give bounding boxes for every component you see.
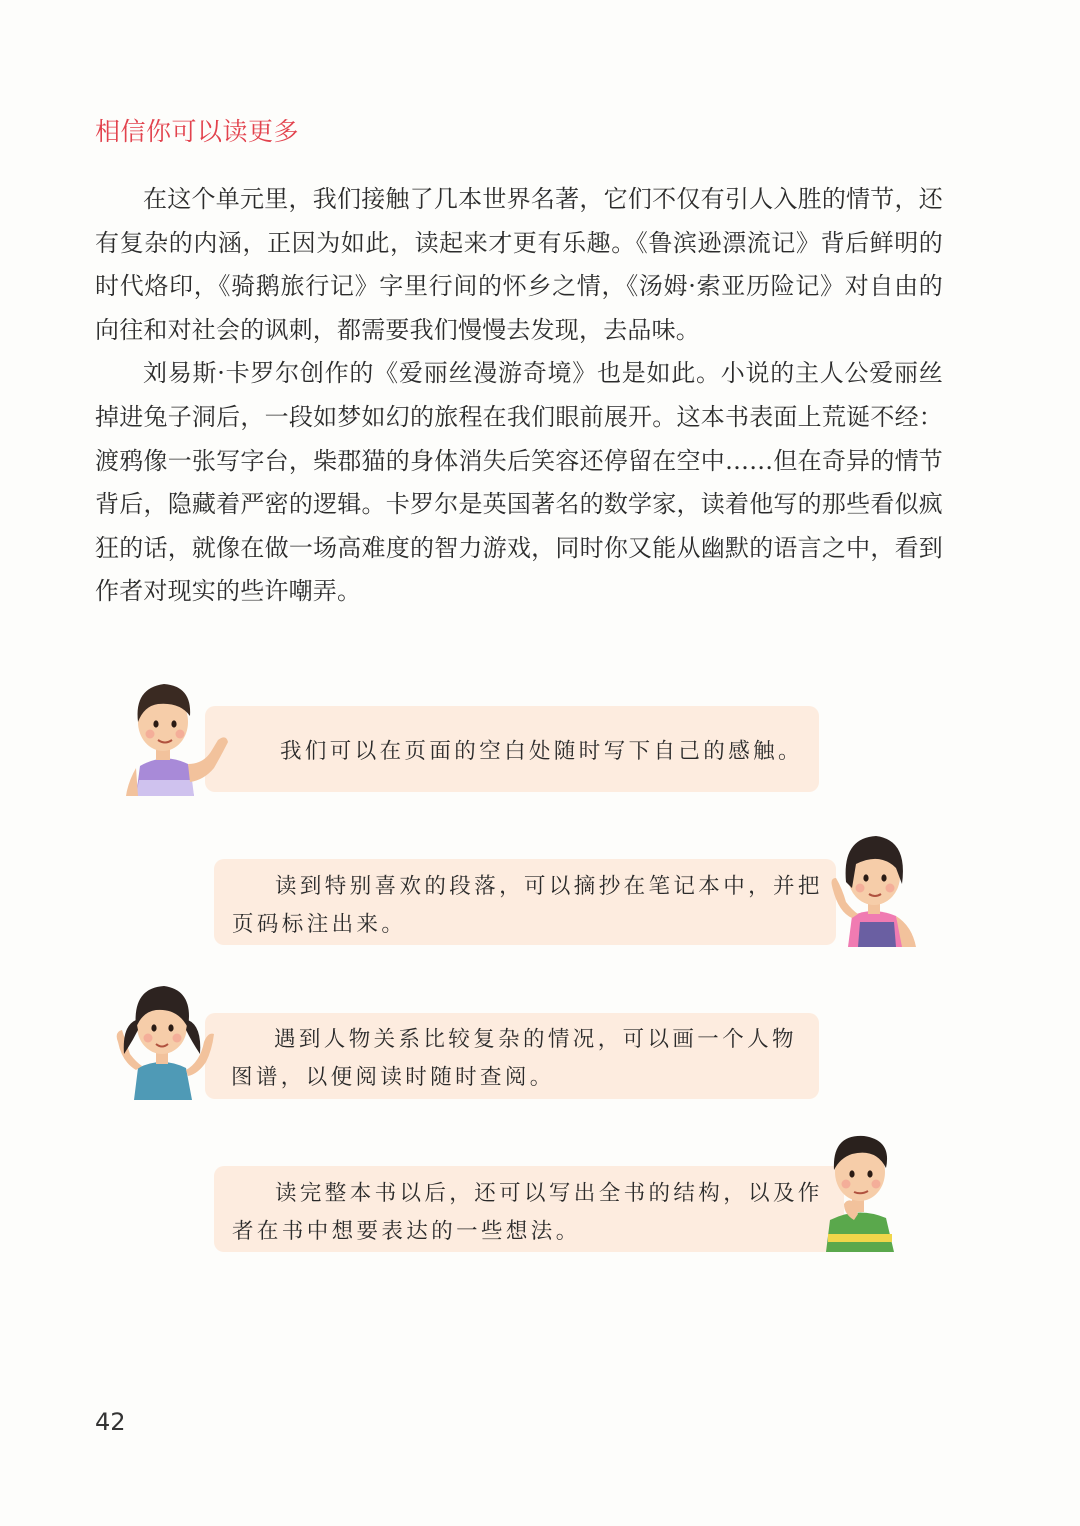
body-text: [95, 178, 943, 614]
tip-bubble-2: 读到特别喜欢的段落，可以摘抄在笔记本中，并把页码标注出来。: [214, 859, 836, 945]
boy-purple-shirt-illustration: [118, 664, 248, 796]
page-number: 42: [95, 1408, 126, 1436]
girl-pink-overalls-illustration: [812, 822, 932, 947]
tip-bubble-1: 我们可以在页面的空白处随时写下自己的感触。: [205, 706, 819, 792]
paragraph-1: 在这个单元里，我们接触了几本世界名著，它们不仅有引人入胜的情节，还有复杂的内涵，正因为如此，读起来才更有乐趣。《鲁滨逊漂流记》背后鲜明的时代烙印，《骑鹅旅行记》字里行间的怀乡之情，《汤姆·索亚历险记》对自由的向往和对社会的讽刺，都需要我们慢慢去发现，去品味。: [95, 185, 943, 344]
paragraph-2: 刘易斯·卡罗尔创作的《爱丽丝漫游奇境》也是如此。小说的主人公爱丽丝掉进兔子洞后，一段如梦如幻的旅程在我们眼前展开。这本书表面上荒诞不经：渡鸦像一张写字台，柴郡猫的身体消失后笑容还停留在空中……但在奇异的情节背后，隐藏着严密的逻辑。卡罗尔是英国著名的数学家，读着他写的那些看似疯狂的话，就像在做一场高难度的智力游戏，同时你又能从幽默的语言之中，看到作者对现实的些许嘲弄。: [95, 359, 943, 606]
boy-green-shirt-illustration: [814, 1118, 914, 1252]
tip-bubble-3: 遇到人物关系比较复杂的情况，可以画一个人物图谱，以便阅读时随时查阅。: [205, 1013, 819, 1099]
section-heading: 相信你可以读更多: [95, 117, 300, 146]
girl-teal-shirt-illustration: [100, 970, 230, 1100]
tip-bubble-4: 读完整本书以后，还可以写出全书的结构，以及作者在书中想要表达的一些想法。: [214, 1166, 844, 1252]
